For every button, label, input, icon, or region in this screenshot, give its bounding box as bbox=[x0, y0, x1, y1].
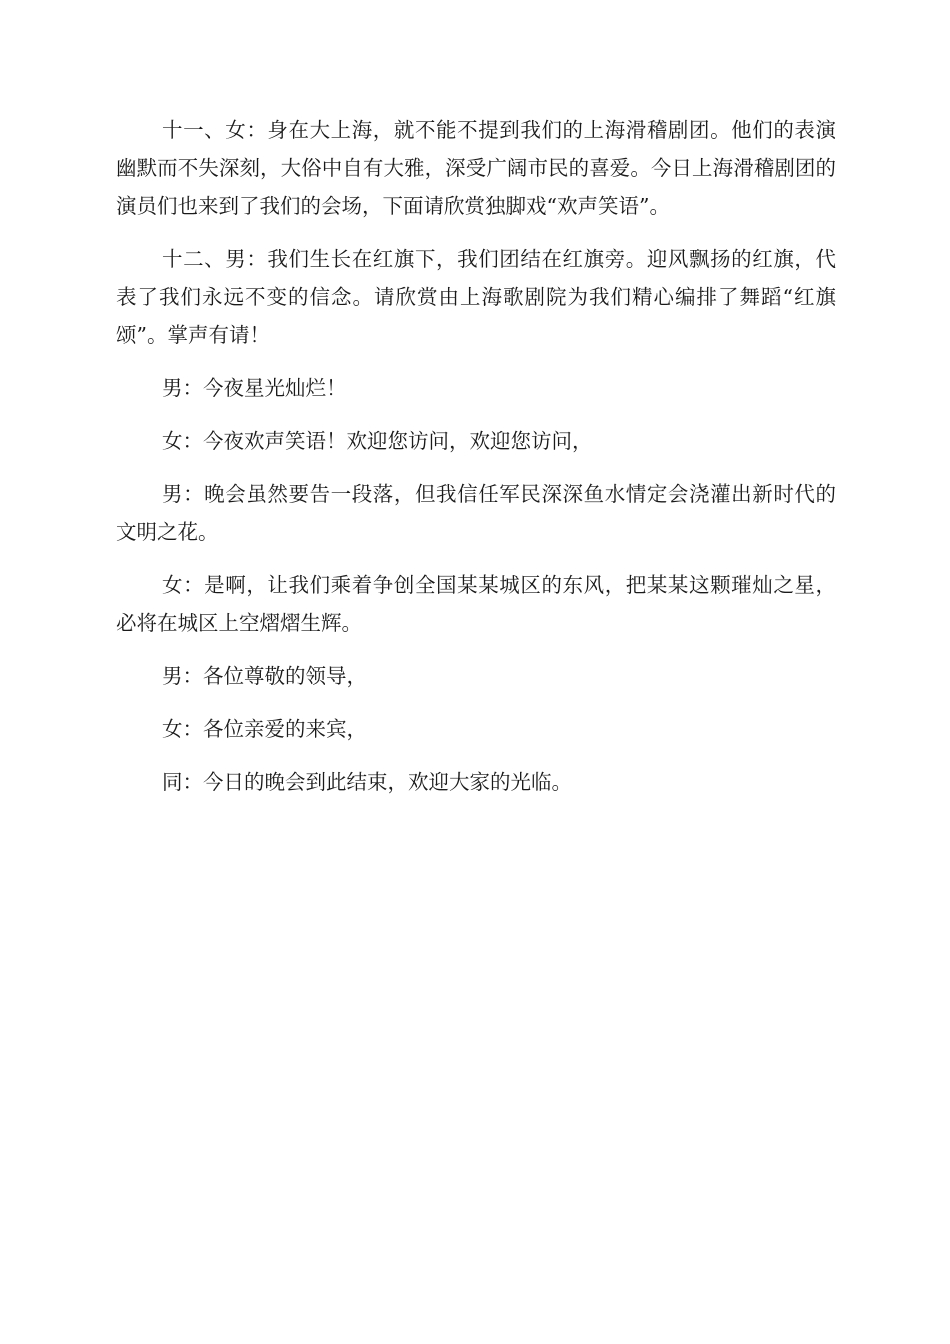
dialogue-line: 女：是啊，让我们乘着争创全国某某城区的东风，把某某这颗璀灿之星，必将在城区上空熠熠生辉。 bbox=[116, 573, 836, 635]
paragraph-item-11: 十一、女：身在大上海，就不能不提到我们的上海滑稽剧团。他们的表演幽默而不失深刻，大俗中自有大雅，深受广阔市民的喜爱。今日上海滑稽剧团的演员们也来到了我们的会场，下面请欣赏独脚戏“欢声笑语”。 bbox=[116, 118, 836, 218]
dialogue-line: 女：今夜欢声笑语！欢迎您访问，欢迎您访问， bbox=[162, 429, 593, 453]
dialogue-line: 男：今夜星光灿烂！ bbox=[162, 376, 347, 400]
document-body bbox=[116, 111, 836, 816]
closing-line: 同：今日的晚会到此结束，欢迎大家的光临。 bbox=[162, 770, 572, 794]
dialogue-line: 男：各位尊敬的领导， bbox=[162, 664, 367, 688]
dialogue-line: 女：各位亲爱的来宾， bbox=[162, 717, 367, 741]
paragraph-item-12: 十二、男：我们生长在红旗下，我们团结在红旗旁。迎风飘扬的红旗，代表了我们永远不变的信念。请欣赏由上海歌剧院为我们精心编排了舞蹈“红旗颂”。掌声有请！ bbox=[116, 247, 836, 347]
dialogue-line: 男：晚会虽然要告一段落，但我信任军民深深鱼水情定会浇灌出新时代的文明之花。 bbox=[116, 482, 836, 544]
